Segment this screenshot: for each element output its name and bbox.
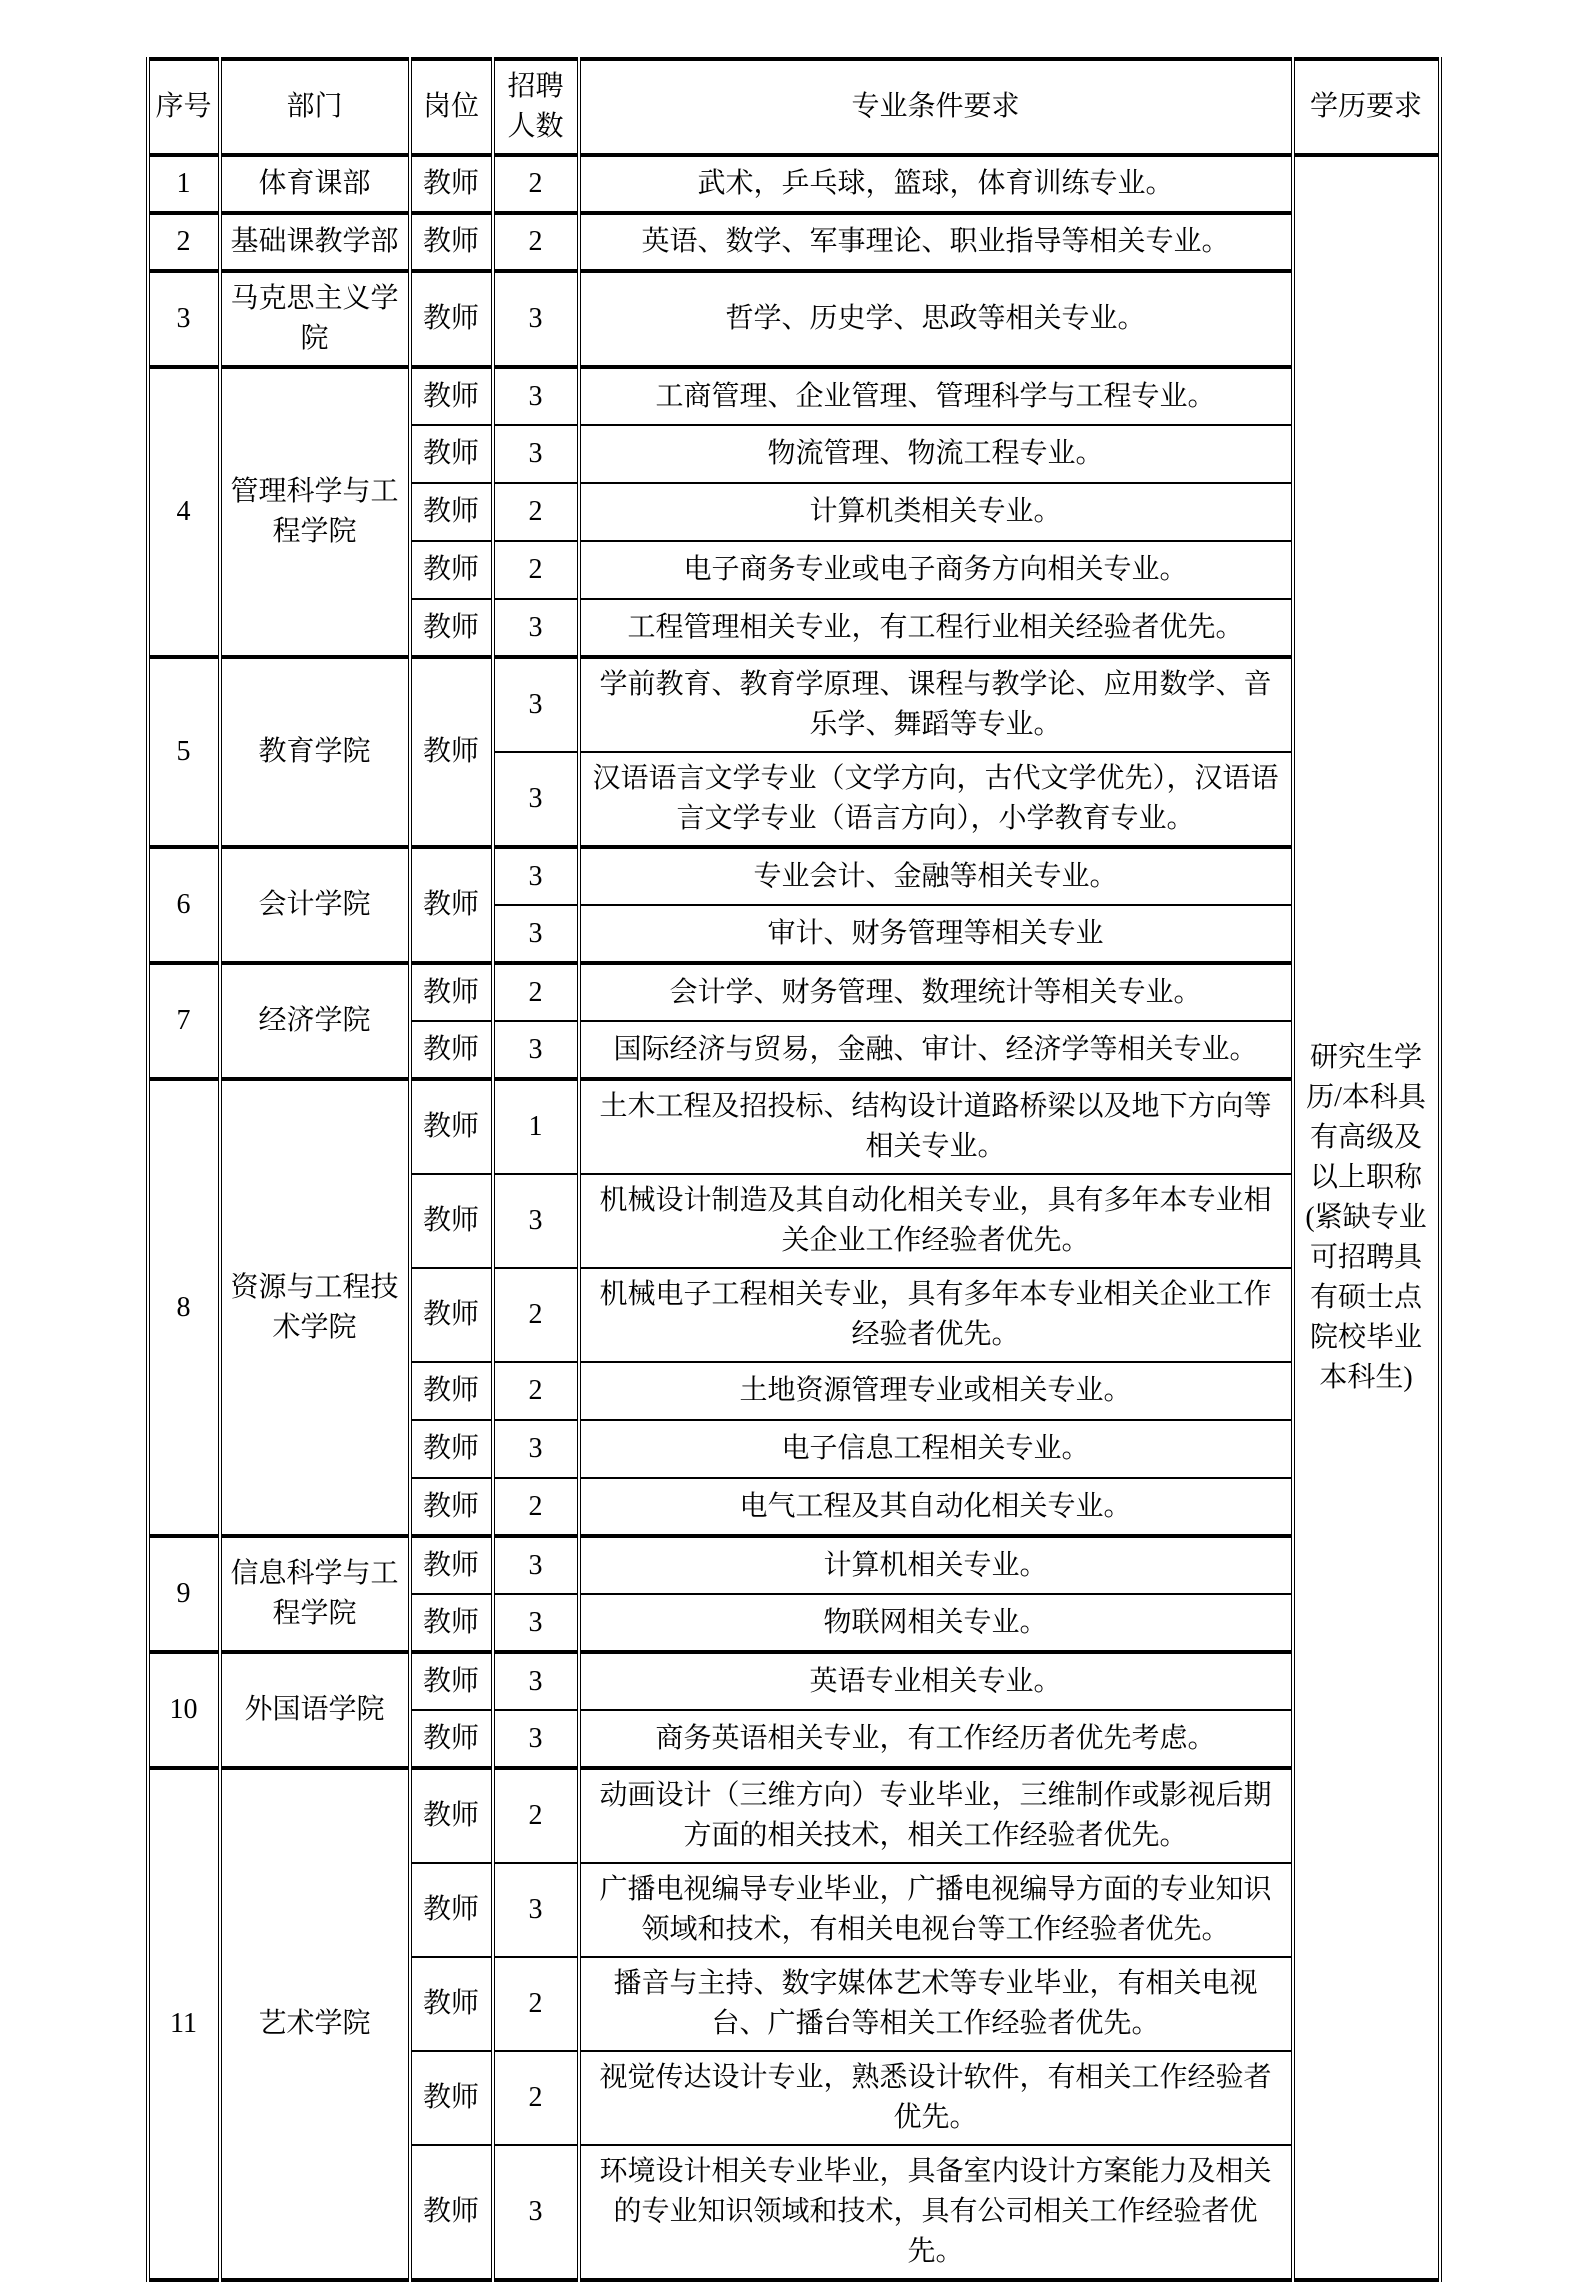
req-cell: 哲学、历史学、思政等相关专业。 xyxy=(579,271,1293,367)
post-cell: 教师 xyxy=(410,1478,493,1536)
post-cell: 教师 xyxy=(410,1174,493,1268)
post-cell: 教师 xyxy=(410,155,493,213)
count-cell: 3 xyxy=(493,847,579,905)
count-cell: 2 xyxy=(493,1768,579,1863)
post-cell: 教师 xyxy=(410,2145,493,2280)
count-cell: 3 xyxy=(493,2145,579,2280)
req-cell: 审计、财务管理等相关专业 xyxy=(579,905,1293,963)
post-cell: 教师 xyxy=(410,1362,493,1420)
recruitment-table xyxy=(146,57,1442,2282)
seq-cell: 4 xyxy=(148,367,220,657)
req-cell: 学前教育、教育学原理、课程与教学论、应用数学、音乐学、舞蹈等专业。 xyxy=(579,657,1293,752)
req-cell: 电子商务专业或电子商务方向相关专业。 xyxy=(579,541,1293,599)
dept-cell: 信息科学与工程学院 xyxy=(220,1536,410,1652)
seq-cell: 5 xyxy=(148,657,220,847)
req-cell: 电气工程及其自动化相关专业。 xyxy=(579,1478,1293,1536)
req-cell: 英语、数学、军事理论、职业指导等相关专业。 xyxy=(579,213,1293,271)
table-row xyxy=(148,367,1440,425)
req-cell: 动画设计（三维方向）专业毕业，三维制作或影视后期方面的相关技术，相关工作经验者优先。 xyxy=(579,1768,1293,1863)
req-cell: 视觉传达设计专业，熟悉设计软件，有相关工作经验者优先。 xyxy=(579,2051,1293,2145)
req-cell: 土木工程及招投标、结构设计道路桥梁以及地下方向等相关专业。 xyxy=(579,1079,1293,1174)
post-cell: 教师 xyxy=(410,1863,493,1957)
seq-cell: 9 xyxy=(148,1536,220,1652)
count-cell: 3 xyxy=(493,1174,579,1268)
post-cell: 教师 xyxy=(410,2051,493,2145)
post-cell: 教师 xyxy=(410,963,493,1021)
req-cell: 工程管理相关专业，有工程行业相关经验者优先。 xyxy=(579,599,1293,657)
header-dept: 部门 xyxy=(220,59,410,155)
dept-cell: 马克思主义学院 xyxy=(220,271,410,367)
count-cell: 3 xyxy=(493,425,579,483)
req-cell: 计算机相关专业。 xyxy=(579,1536,1293,1594)
req-cell: 机械电子工程相关专业，具有多年本专业相关企业工作经验者优先。 xyxy=(579,1268,1293,1362)
table-row xyxy=(148,1652,1440,1710)
count-cell: 2 xyxy=(493,483,579,541)
post-cell: 教师 xyxy=(410,1710,493,1768)
req-cell: 土地资源管理专业或相关专业。 xyxy=(579,1362,1293,1420)
header-count: 招聘人数 xyxy=(493,59,579,155)
dept-cell: 资源与工程技术学院 xyxy=(220,1079,410,1536)
count-cell: 3 xyxy=(493,1021,579,1079)
table-row xyxy=(148,155,1440,213)
edu-requirement-cell: 研究生学历/本科具有高级及以上职称(紧缺专业可招聘具有硕士点院校毕业本科生) xyxy=(1293,155,1440,2280)
header-seq: 序号 xyxy=(148,59,220,155)
post-cell: 教师 xyxy=(410,1079,493,1174)
req-cell: 商务英语相关专业，有工作经历者优先考虑。 xyxy=(579,1710,1293,1768)
req-cell: 广播电视编导专业毕业，广播电视编导方面的专业知识领域和技术，有相关电视台等工作经验者优先。 xyxy=(579,1863,1293,1957)
table-row xyxy=(148,271,1440,367)
count-cell: 3 xyxy=(493,1652,579,1710)
table-row xyxy=(148,1536,1440,1594)
count-cell: 3 xyxy=(493,905,579,963)
table-row xyxy=(148,657,1440,752)
count-cell: 3 xyxy=(493,1594,579,1652)
post-cell: 教师 xyxy=(410,1536,493,1594)
dept-cell: 基础课教学部 xyxy=(220,213,410,271)
req-cell: 工商管理、企业管理、管理科学与工程专业。 xyxy=(579,367,1293,425)
count-cell: 3 xyxy=(493,1863,579,1957)
post-cell: 教师 xyxy=(410,1268,493,1362)
header-post: 岗位 xyxy=(410,59,493,155)
count-cell: 3 xyxy=(493,271,579,367)
post-cell: 教师 xyxy=(410,425,493,483)
table-row xyxy=(148,1768,1440,1863)
count-cell: 3 xyxy=(493,1420,579,1478)
count-cell: 2 xyxy=(493,1268,579,1362)
seq-cell: 10 xyxy=(148,1652,220,1768)
req-cell: 专业会计、金融等相关专业。 xyxy=(579,847,1293,905)
dept-cell: 经济学院 xyxy=(220,963,410,1079)
table-header-row xyxy=(148,59,1440,155)
seq-cell: 2 xyxy=(148,213,220,271)
seq-cell: 6 xyxy=(148,847,220,963)
seq-cell: 8 xyxy=(148,1079,220,1536)
count-cell: 2 xyxy=(493,155,579,213)
count-cell: 2 xyxy=(493,541,579,599)
count-cell: 2 xyxy=(493,963,579,1021)
count-cell: 2 xyxy=(493,1362,579,1420)
count-cell: 3 xyxy=(493,367,579,425)
post-cell: 教师 xyxy=(410,847,493,963)
post-cell: 教师 xyxy=(410,213,493,271)
post-cell: 教师 xyxy=(410,1594,493,1652)
req-cell: 计算机类相关专业。 xyxy=(579,483,1293,541)
dept-cell: 教育学院 xyxy=(220,657,410,847)
count-cell: 3 xyxy=(493,1710,579,1768)
count-cell: 3 xyxy=(493,752,579,847)
dept-cell: 外国语学院 xyxy=(220,1652,410,1768)
req-cell: 物流管理、物流工程专业。 xyxy=(579,425,1293,483)
req-cell: 机械设计制造及其自动化相关专业，具有多年本专业相关企业工作经验者优先。 xyxy=(579,1174,1293,1268)
post-cell: 教师 xyxy=(410,657,493,847)
count-cell: 1 xyxy=(493,1079,579,1174)
dept-cell: 会计学院 xyxy=(220,847,410,963)
req-cell: 英语专业相关专业。 xyxy=(579,1652,1293,1710)
count-cell: 2 xyxy=(493,2051,579,2145)
post-cell: 教师 xyxy=(410,483,493,541)
post-cell: 教师 xyxy=(410,1420,493,1478)
seq-cell: 11 xyxy=(148,1768,220,2280)
post-cell: 教师 xyxy=(410,599,493,657)
req-cell: 环境设计相关专业毕业，具备室内设计方案能力及相关的专业知识领域和技术，具有公司相关工作经验者优先。 xyxy=(579,2145,1293,2280)
post-cell: 教师 xyxy=(410,271,493,367)
header-req: 专业条件要求 xyxy=(579,59,1293,155)
table-row xyxy=(148,213,1440,271)
seq-cell: 7 xyxy=(148,963,220,1079)
req-cell: 物联网相关专业。 xyxy=(579,1594,1293,1652)
table-row xyxy=(148,847,1440,905)
req-cell: 国际经济与贸易，金融、审计、经济学等相关专业。 xyxy=(579,1021,1293,1079)
post-cell: 教师 xyxy=(410,367,493,425)
post-cell: 教师 xyxy=(410,1021,493,1079)
dept-cell: 体育课部 xyxy=(220,155,410,213)
req-cell: 武术，乒乓球，篮球，体育训练专业。 xyxy=(579,155,1293,213)
table-row xyxy=(148,963,1440,1021)
count-cell: 3 xyxy=(493,1536,579,1594)
header-edu: 学历要求 xyxy=(1293,59,1440,155)
post-cell: 教师 xyxy=(410,541,493,599)
req-cell: 汉语语言文学专业（文学方向，古代文学优先），汉语语言文学专业（语言方向），小学教育专业。 xyxy=(579,752,1293,847)
seq-cell: 3 xyxy=(148,271,220,367)
post-cell: 教师 xyxy=(410,1768,493,1863)
count-cell: 2 xyxy=(493,1478,579,1536)
dept-cell: 管理科学与工程学院 xyxy=(220,367,410,657)
req-cell: 电子信息工程相关专业。 xyxy=(579,1420,1293,1478)
count-cell: 3 xyxy=(493,599,579,657)
req-cell: 会计学、财务管理、数理统计等相关专业。 xyxy=(579,963,1293,1021)
seq-cell: 1 xyxy=(148,155,220,213)
dept-cell: 艺术学院 xyxy=(220,1768,410,2280)
req-cell: 播音与主持、数字媒体艺术等专业毕业，有相关电视台、广播台等相关工作经验者优先。 xyxy=(579,1957,1293,2051)
count-cell: 3 xyxy=(493,657,579,752)
count-cell: 2 xyxy=(493,213,579,271)
post-cell: 教师 xyxy=(410,1957,493,2051)
count-cell: 2 xyxy=(493,1957,579,2051)
post-cell: 教师 xyxy=(410,1652,493,1710)
table-row xyxy=(148,1079,1440,1174)
